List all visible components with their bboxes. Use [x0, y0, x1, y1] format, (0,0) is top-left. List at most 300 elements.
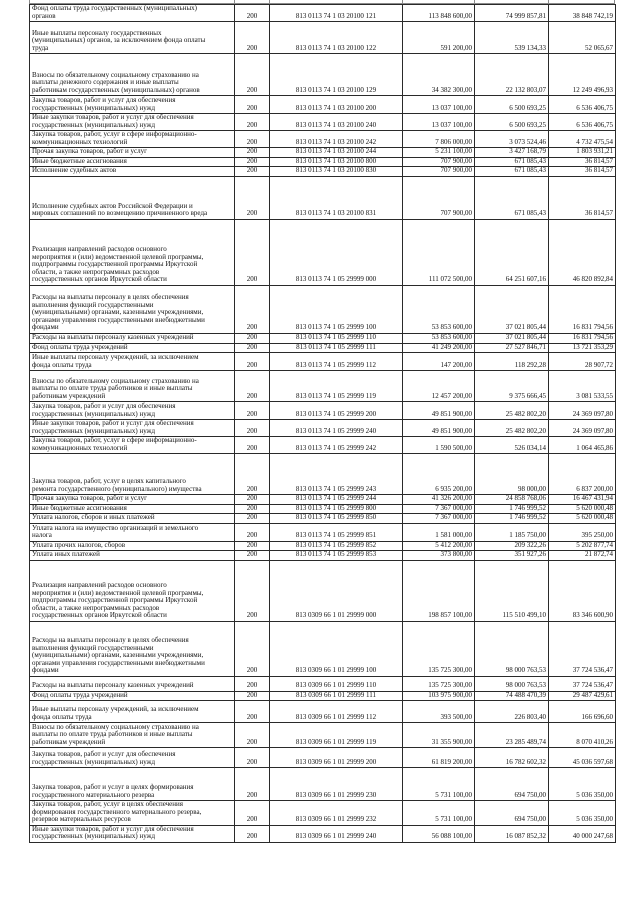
table-row: [30, 285, 616, 333]
expense-name-line: Прочая закупка товаров, работ и услуг: [32, 494, 147, 502]
approved-appropriations-cell: 41 326 200,00: [403, 495, 475, 505]
expense-name-cell: [30, 176, 235, 219]
expense-name-line: ремонта государственного (муниципального) имущества: [32, 484, 202, 493]
expense-name-line: выплаты денежного содержания и иные выплаты: [32, 78, 179, 86]
unexecuted-amount-cell: 52 065,67: [549, 22, 616, 54]
budget-classification-code-cell: 813 0113 74 1 03 20100 200: [270, 96, 403, 114]
expense-name-cell: [30, 114, 235, 131]
line-code-cell: 200: [235, 353, 270, 371]
expense-name-cell: [30, 343, 235, 353]
executed-amount-cell: 671 085,43: [475, 167, 549, 177]
expense-name-cell: [30, 701, 235, 723]
executed-amount-cell: 37 021 805,44: [475, 285, 549, 333]
executed-amount-cell: 226 803,40: [475, 701, 549, 723]
table-row: [30, 131, 616, 148]
approved-appropriations-cell: 1 581 000,00: [403, 523, 475, 541]
expense-name-line: Уплата налогов, сборов и иных платежей: [32, 513, 155, 521]
approved-appropriations-cell: 6 935 200,00: [403, 454, 475, 495]
approved-appropriations-cell: 591 200,00: [403, 22, 475, 54]
executed-amount-cell: 118 292,28: [475, 353, 549, 371]
table-row: [30, 801, 616, 826]
expense-name-cell: [30, 353, 235, 371]
line-code-cell: 200: [235, 343, 270, 353]
approved-appropriations-cell: 31 355 900,00: [403, 723, 475, 748]
expense-name-line: Взносы по обязательному социальному страхованию на: [32, 376, 199, 385]
expense-name-cell: [30, 825, 235, 842]
table-row: [30, 371, 616, 402]
unexecuted-amount-cell: 24 369 097,80: [549, 402, 616, 420]
budget-classification-code-cell: 813 0113 74 1 03 20100 240: [270, 114, 403, 131]
expense-name-line: Иные закупки товаров, работ и услуг для обеспечения: [32, 419, 194, 427]
unexecuted-amount-cell: 21 872,74: [549, 551, 616, 561]
executed-amount-cell: 3 427 168,79: [475, 148, 549, 158]
executed-amount-cell: 694 750,00: [475, 768, 549, 801]
executed-amount-cell: 74 999 857,81: [475, 5, 549, 22]
expense-name-line: области, а также непрограммных расходов: [32, 603, 160, 612]
expense-name-line: Иные закупки товаров, работ и услуг для обеспечения: [32, 113, 194, 121]
executed-amount-cell: 22 132 803,07: [475, 54, 549, 96]
executed-amount-cell: 98 000 763,53: [475, 676, 549, 691]
expense-name-line: налога: [32, 531, 52, 539]
budget-classification-code-cell: 813 0113 74 1 05 29999 100: [270, 285, 403, 333]
budget-classification-code-cell: 813 0113 74 1 03 20100 129: [270, 54, 403, 96]
approved-appropriations-cell: 103 975 900,00: [403, 691, 475, 701]
unexecuted-amount-cell: 5 620 000,48: [549, 504, 616, 514]
approved-appropriations-cell: 135 725 300,00: [403, 621, 475, 676]
approved-appropriations-cell: 53 853 600,00: [403, 285, 475, 333]
expense-name-line: выполнения функций государственными: [32, 643, 154, 652]
approved-appropriations-cell: 53 853 600,00: [403, 333, 475, 343]
expense-name-line: работникам учреждений: [32, 737, 106, 746]
expense-name-line: выплаты по оплате труда работников и иные выплаты: [32, 384, 193, 392]
table-row: [30, 343, 616, 353]
line-code-cell: 200: [235, 96, 270, 114]
expense-name-line: Закупка товаров, работ, услуг в целях обеспечения: [32, 800, 183, 808]
table-row: [30, 514, 616, 524]
budget-classification-code-cell: 813 0113 74 1 05 29999 852: [270, 541, 403, 551]
line-code-cell: 200: [235, 131, 270, 148]
table-row: [30, 333, 616, 343]
table-row: [30, 114, 616, 131]
table-row: [30, 748, 616, 768]
line-code-cell: 200: [235, 676, 270, 691]
expense-name-cell: [30, 676, 235, 691]
executed-amount-cell: 351 927,26: [475, 551, 549, 561]
expense-name-line: Уплата прочих налогов, сборов: [32, 541, 126, 549]
executed-amount-cell: 539 134,33: [475, 22, 549, 54]
executed-amount-cell: 25 482 802,20: [475, 420, 549, 437]
approved-appropriations-cell: 393 500,00: [403, 701, 475, 723]
table-row: [30, 560, 616, 621]
unexecuted-amount-cell: 24 369 097,80: [549, 420, 616, 437]
line-code-cell: 200: [235, 748, 270, 768]
table-row: [30, 541, 616, 551]
expense-name-cell: [30, 541, 235, 551]
expense-name-line: подпрограммы государственной программы Иркутской: [32, 260, 198, 268]
expense-name-cell: [30, 402, 235, 420]
line-code-cell: 200: [235, 402, 270, 420]
expense-name-line: Закупка товаров, работ и услуг в целях формирования: [32, 783, 194, 791]
unexecuted-amount-cell: 12 249 496,93: [549, 54, 616, 96]
budget-classification-code-cell: 813 0113 74 1 05 29999 242: [270, 437, 403, 454]
executed-amount-cell: 37 021 805,44: [475, 333, 549, 343]
unexecuted-amount-cell: 28 907,72: [549, 353, 616, 371]
executed-amount-cell: 694 750,00: [475, 801, 549, 826]
table-row: [30, 676, 616, 691]
executed-amount-cell: 1 746 999,52: [475, 514, 549, 524]
expense-name-cell: [30, 5, 235, 22]
table-row: [30, 551, 616, 561]
budget-classification-code-cell: 813 0113 74 1 05 29999 112: [270, 353, 403, 371]
expense-name-line: выполнения функций государственными: [32, 300, 154, 309]
expense-name-line: фондами: [32, 666, 59, 674]
executed-amount-cell: 6 500 693,25: [475, 114, 549, 131]
expense-name-line: государственных (муниципальных) нужд: [32, 120, 156, 129]
line-code-cell: 200: [235, 157, 270, 167]
table-row: [30, 504, 616, 514]
expense-name-line: Расходы на выплаты персоналу в целях обеспечения: [32, 636, 189, 644]
expense-name-line: государственных органов Иркутской области: [32, 611, 167, 619]
budget-classification-code-cell: 813 0113 74 1 03 20100 242: [270, 131, 403, 148]
approved-appropriations-cell: 5 731 100,00: [403, 768, 475, 801]
executed-amount-cell: 16 782 602,32: [475, 748, 549, 768]
table-row: [30, 701, 616, 723]
expense-name-line: государственных (муниципальных) нужд: [32, 103, 156, 112]
unexecuted-amount-cell: 6 837 200,00: [549, 454, 616, 495]
budget-classification-code-cell: 813 0113 74 1 03 20100 122: [270, 22, 403, 54]
unexecuted-amount-cell: 36 814,57: [549, 157, 616, 167]
approved-appropriations-cell: 12 457 200,00: [403, 371, 475, 402]
budget-classification-code-cell: 813 0113 74 1 05 29999 110: [270, 333, 403, 343]
approved-appropriations-cell: 5 231 100,00: [403, 148, 475, 158]
expense-name-line: Расходы на выплаты персоналу в целях обеспечения: [32, 293, 189, 301]
unexecuted-amount-cell: 13 721 353,29: [549, 343, 616, 353]
approved-appropriations-cell: 111 072 500,00: [403, 219, 475, 285]
expense-name-line: Иные выплаты персоналу учреждений, за исключением: [32, 705, 199, 713]
expense-name-cell: [30, 560, 235, 621]
approved-appropriations-cell: 5 731 100,00: [403, 801, 475, 826]
expense-name-line: государственных (муниципальных) нужд: [32, 832, 156, 840]
expense-name-line: Иные выплаты персоналу учреждений, за исключением: [32, 353, 199, 361]
expense-name-line: Закупка товаров, работ и услуг для обеспечения: [32, 96, 176, 104]
expense-name-cell: [30, 219, 235, 285]
line-code-cell: 200: [235, 551, 270, 561]
expense-name-cell: [30, 691, 235, 701]
budget-classification-code-cell: 813 0113 74 1 05 29999 850: [270, 514, 403, 524]
executed-amount-cell: 3 073 524,46: [475, 131, 549, 148]
expense-name-line: (муниципальных) органов, за исключением фонда оплаты: [32, 36, 206, 44]
budget-classification-code-cell: 813 0113 74 1 03 20100 121: [270, 5, 403, 22]
expense-name-line: фондами: [32, 323, 59, 331]
approved-appropriations-cell: 707 900,00: [403, 157, 475, 167]
table-row: [30, 5, 616, 22]
table-row: [30, 825, 616, 842]
table-row: [30, 157, 616, 167]
budget-classification-code-cell: 813 0309 66 1 01 29999 230: [270, 768, 403, 801]
line-code-cell: 200: [235, 219, 270, 285]
expense-name-line: Расходы на выплаты персоналу казенных учреждений: [32, 681, 194, 689]
expense-name-line: органами управления государственными внебюджетными: [32, 315, 205, 324]
expense-name-cell: [30, 131, 235, 148]
line-code-cell: 200: [235, 333, 270, 343]
executed-amount-cell: 25 482 802,20: [475, 402, 549, 420]
expense-name-cell: [30, 22, 235, 54]
executed-amount-cell: 526 034,14: [475, 437, 549, 454]
expense-name-cell: [30, 504, 235, 514]
expense-name-line: Иные закупки товаров, работ и услуг для обеспечения: [32, 825, 194, 833]
executed-amount-cell: 115 510 499,10: [475, 560, 549, 621]
table-row: [30, 437, 616, 454]
table-row: [30, 167, 616, 177]
budget-classification-code-cell: 813 0309 66 1 01 29999 232: [270, 801, 403, 826]
executed-amount-cell: 9 375 666,45: [475, 371, 549, 402]
expense-name-line: государственных (муниципальных) нужд: [32, 409, 156, 418]
line-code-cell: 200: [235, 22, 270, 54]
table-row: [30, 219, 616, 285]
approved-appropriations-cell: 707 900,00: [403, 167, 475, 177]
expense-name-line: мировых соглашений по возмещению причиненного вреда: [32, 209, 208, 217]
executed-amount-cell: 64 251 607,16: [475, 219, 549, 285]
table-row: [30, 353, 616, 371]
line-code-cell: 200: [235, 114, 270, 131]
expense-name-cell: [30, 768, 235, 801]
approved-appropriations-cell: 5 412 200,00: [403, 541, 475, 551]
expense-name-line: Взносы по обязательному социальному страхованию на: [32, 722, 199, 731]
expense-name-line: Уплата налога на имущество организаций и земельного: [32, 523, 199, 532]
line-code-cell: 200: [235, 371, 270, 402]
expense-name-cell: [30, 285, 235, 333]
expense-name-cell: [30, 96, 235, 114]
line-code-cell: 200: [235, 825, 270, 842]
line-code-cell: 200: [235, 768, 270, 801]
unexecuted-amount-cell: 5 036 350,00: [549, 801, 616, 826]
expense-name-cell: [30, 801, 235, 826]
executed-amount-cell: 209 322,26: [475, 541, 549, 551]
approved-appropriations-cell: 49 851 900,00: [403, 402, 475, 420]
table-row: [30, 148, 616, 158]
expense-name-cell: [30, 454, 235, 495]
expense-name-cell: [30, 371, 235, 402]
line-code-cell: 200: [235, 167, 270, 177]
approved-appropriations-cell: 7 367 000,00: [403, 504, 475, 514]
executed-amount-cell: 27 527 846,71: [475, 343, 549, 353]
budget-classification-code-cell: 813 0113 74 1 03 20100 831: [270, 176, 403, 219]
approved-appropriations-cell: 41 249 200,00: [403, 343, 475, 353]
approved-appropriations-cell: 147 200,00: [403, 353, 475, 371]
budget-classification-code-cell: 813 0113 74 1 03 20100 800: [270, 157, 403, 167]
table-row: [30, 621, 616, 676]
unexecuted-amount-cell: 166 696,60: [549, 701, 616, 723]
expense-name-line: Реализация направлений расходов основного: [32, 581, 167, 589]
line-code-cell: 200: [235, 148, 270, 158]
unexecuted-amount-cell: 8 070 410,26: [549, 723, 616, 748]
approved-appropriations-cell: 56 088 100,00: [403, 825, 475, 842]
line-code-cell: 200: [235, 176, 270, 219]
budget-classification-code-cell: 813 0309 66 1 01 29999 110: [270, 676, 403, 691]
executed-amount-cell: 98 000 763,53: [475, 621, 549, 676]
line-code-cell: 200: [235, 801, 270, 826]
approved-appropriations-cell: 61 819 200,00: [403, 748, 475, 768]
budget-classification-code-cell: 813 0113 74 1 05 29999 200: [270, 402, 403, 420]
unexecuted-amount-cell: 38 848 742,19: [549, 5, 616, 22]
unexecuted-amount-cell: 4 732 475,54: [549, 131, 616, 148]
unexecuted-amount-cell: 36 814,57: [549, 167, 616, 177]
expense-name-line: органов: [32, 11, 56, 20]
line-code-cell: 200: [235, 420, 270, 437]
expense-name-line: труда: [32, 43, 49, 52]
unexecuted-amount-cell: 37 724 536,47: [549, 621, 616, 676]
expense-name-line: Закупка товаров, работ, услуг в сфере информационно-: [32, 436, 197, 444]
expense-name-line: государственных органов Иркутской области: [32, 275, 167, 283]
expense-name-line: фонда оплаты труда: [32, 712, 92, 721]
budget-classification-code-cell: 813 0113 74 1 05 29999 119: [270, 371, 403, 402]
budget-classification-code-cell: 813 0309 66 1 01 29999 000: [270, 560, 403, 621]
line-code-cell: 200: [235, 701, 270, 723]
expense-name-line: коммуникационных технологий: [32, 137, 128, 146]
executed-amount-cell: 16 087 852,32: [475, 825, 549, 842]
unexecuted-amount-cell: 5 202 877,74: [549, 541, 616, 551]
approved-appropriations-cell: 13 037 100,00: [403, 114, 475, 131]
budget-classification-code-cell: 813 0113 74 1 03 20100 244: [270, 148, 403, 158]
expense-name-line: Фонд оплаты труда учреждений: [32, 343, 128, 351]
budget-classification-code-cell: 813 0309 66 1 01 29999 112: [270, 701, 403, 723]
line-code-cell: 200: [235, 454, 270, 495]
expense-name-line: Расходы на выплаты персоналу казенных учреждений: [32, 333, 194, 341]
expense-name-cell: [30, 495, 235, 505]
expense-name-line: мероприятия и (или) ведомственной целевой программы,: [32, 588, 204, 597]
budget-classification-code-cell: 813 0309 66 1 01 29999 119: [270, 723, 403, 748]
line-code-cell: 200: [235, 54, 270, 96]
unexecuted-amount-cell: 16 831 794,56: [549, 333, 616, 343]
expense-name-cell: [30, 333, 235, 343]
unexecuted-amount-cell: 29 487 429,61: [549, 691, 616, 701]
table-row: [30, 420, 616, 437]
expense-name-line: государственного материального резерва: [32, 790, 155, 799]
executed-amount-cell: 1 746 999,52: [475, 504, 549, 514]
budget-classification-code-cell: 813 0113 74 1 05 29999 000: [270, 219, 403, 285]
unexecuted-amount-cell: 6 536 406,75: [549, 114, 616, 131]
expense-name-line: мероприятия и (или) ведомственной целевой программы,: [32, 252, 204, 261]
budget-classification-code-cell: 813 0113 74 1 05 29999 851: [270, 523, 403, 541]
approved-appropriations-cell: 34 382 300,00: [403, 54, 475, 96]
expense-name-cell: [30, 420, 235, 437]
expense-name-cell: [30, 523, 235, 541]
line-code-cell: 200: [235, 495, 270, 505]
table-row: [30, 96, 616, 114]
line-code-cell: 200: [235, 437, 270, 454]
expense-name-line: Закупка товаров, работ и услуг для обеспечения: [32, 750, 176, 758]
expense-name-line: государственных (муниципальных) нужд: [32, 426, 156, 435]
budget-classification-code-cell: 813 0113 74 1 05 29999 240: [270, 420, 403, 437]
executed-amount-cell: 98 000,00: [475, 454, 549, 495]
expense-name-line: Закупка товаров, работ и услуг для обеспечения: [32, 402, 176, 410]
expense-name-cell: [30, 514, 235, 524]
budget-classification-code-cell: 813 0309 66 1 01 29999 111: [270, 691, 403, 701]
unexecuted-amount-cell: 16 467 431,94: [549, 495, 616, 505]
budget-classification-code-cell: 813 0113 74 1 05 29999 111: [270, 343, 403, 353]
unexecuted-amount-cell: 36 814,57: [549, 176, 616, 219]
expense-name-line: формирования государственного материального резерва,: [32, 807, 202, 816]
line-code-cell: 200: [235, 541, 270, 551]
budget-classification-code-cell: 813 0113 74 1 05 29999 244: [270, 495, 403, 505]
report-sheet: [29, 0, 615, 905]
unexecuted-amount-cell: 37 724 536,47: [549, 676, 616, 691]
budget-classification-code-cell: 813 0113 74 1 03 20100 830: [270, 167, 403, 177]
unexecuted-amount-cell: 5 036 350,00: [549, 768, 616, 801]
executed-amount-cell: 6 500 693,25: [475, 96, 549, 114]
executed-amount-cell: 23 285 489,74: [475, 723, 549, 748]
expense-name-line: подпрограммы государственной программы Иркутской: [32, 596, 198, 604]
expense-name-line: Фонд оплаты труда государственных (муниципальных): [32, 4, 198, 12]
executed-amount-cell: 1 185 750,00: [475, 523, 549, 541]
expense-name-line: государственных (муниципальных) нужд: [32, 757, 156, 766]
line-code-cell: 200: [235, 504, 270, 514]
expense-name-cell: [30, 723, 235, 748]
table-row: [30, 176, 616, 219]
expense-name-line: работникам учреждений: [32, 391, 106, 400]
executed-amount-cell: 671 085,43: [475, 176, 549, 219]
executed-amount-cell: 74 488 470,39: [475, 691, 549, 701]
line-code-cell: 200: [235, 514, 270, 524]
expense-name-line: Закупка товаров, работ, услуг в целях капитального: [32, 477, 186, 485]
expense-name-line: Прочая закупка товаров, работ и услуг: [32, 147, 147, 155]
table-row: [30, 22, 616, 54]
unexecuted-amount-cell: 45 036 597,68: [549, 748, 616, 768]
table-body: [30, 5, 616, 843]
expense-name-cell: [30, 148, 235, 158]
approved-appropriations-cell: 7 367 000,00: [403, 514, 475, 524]
expense-name-cell: [30, 437, 235, 454]
approved-appropriations-cell: 7 806 000,00: [403, 131, 475, 148]
expense-name-cell: [30, 157, 235, 167]
approved-appropriations-cell: 135 725 300,00: [403, 676, 475, 691]
unexecuted-amount-cell: 16 831 794,56: [549, 285, 616, 333]
approved-appropriations-cell: 113 848 600,00: [403, 5, 475, 22]
budget-classification-code-cell: 813 0113 74 1 05 29999 243: [270, 454, 403, 495]
executed-amount-cell: 24 858 768,06: [475, 495, 549, 505]
expense-name-line: Иные бюджетные ассигнования: [32, 504, 127, 512]
table-row: [30, 723, 616, 748]
line-code-cell: 200: [235, 523, 270, 541]
line-code-cell: 200: [235, 621, 270, 676]
expense-name-cell: [30, 551, 235, 561]
budget-classification-code-cell: 813 0309 66 1 01 29999 100: [270, 621, 403, 676]
line-code-cell: 200: [235, 560, 270, 621]
expense-name-line: работникам государственных (муниципальных) органов: [32, 85, 200, 94]
table-row: [30, 454, 616, 495]
unexecuted-amount-cell: 6 536 406,75: [549, 96, 616, 114]
unexecuted-amount-cell: 1 803 931,21: [549, 148, 616, 158]
approved-appropriations-cell: 1 590 500,00: [403, 437, 475, 454]
unexecuted-amount-cell: 5 620 000,48: [549, 514, 616, 524]
table-row: [30, 523, 616, 541]
unexecuted-amount-cell: 46 820 892,84: [549, 219, 616, 285]
line-code-cell: 200: [235, 691, 270, 701]
approved-appropriations-cell: 49 851 900,00: [403, 420, 475, 437]
expense-name-cell: [30, 748, 235, 768]
table-row: [30, 402, 616, 420]
unexecuted-amount-cell: 83 346 600,90: [549, 560, 616, 621]
expense-name-line: Реализация направлений расходов основного: [32, 245, 167, 253]
unexecuted-amount-cell: 40 000 247,68: [549, 825, 616, 842]
expense-name-line: (муниципальными) органами, казенными учреждениями,: [32, 651, 204, 659]
unexecuted-amount-cell: 1 064 465,86: [549, 437, 616, 454]
expense-name-line: Уплата иных платежей: [32, 550, 100, 558]
line-code-cell: 200: [235, 285, 270, 333]
expense-name-line: Исполнение судебных актов Российской Федерации и: [32, 201, 193, 210]
expense-name-line: Исполнение судебных актов: [32, 166, 117, 174]
expense-name-line: органами управления государственными внебюджетными: [32, 658, 205, 667]
